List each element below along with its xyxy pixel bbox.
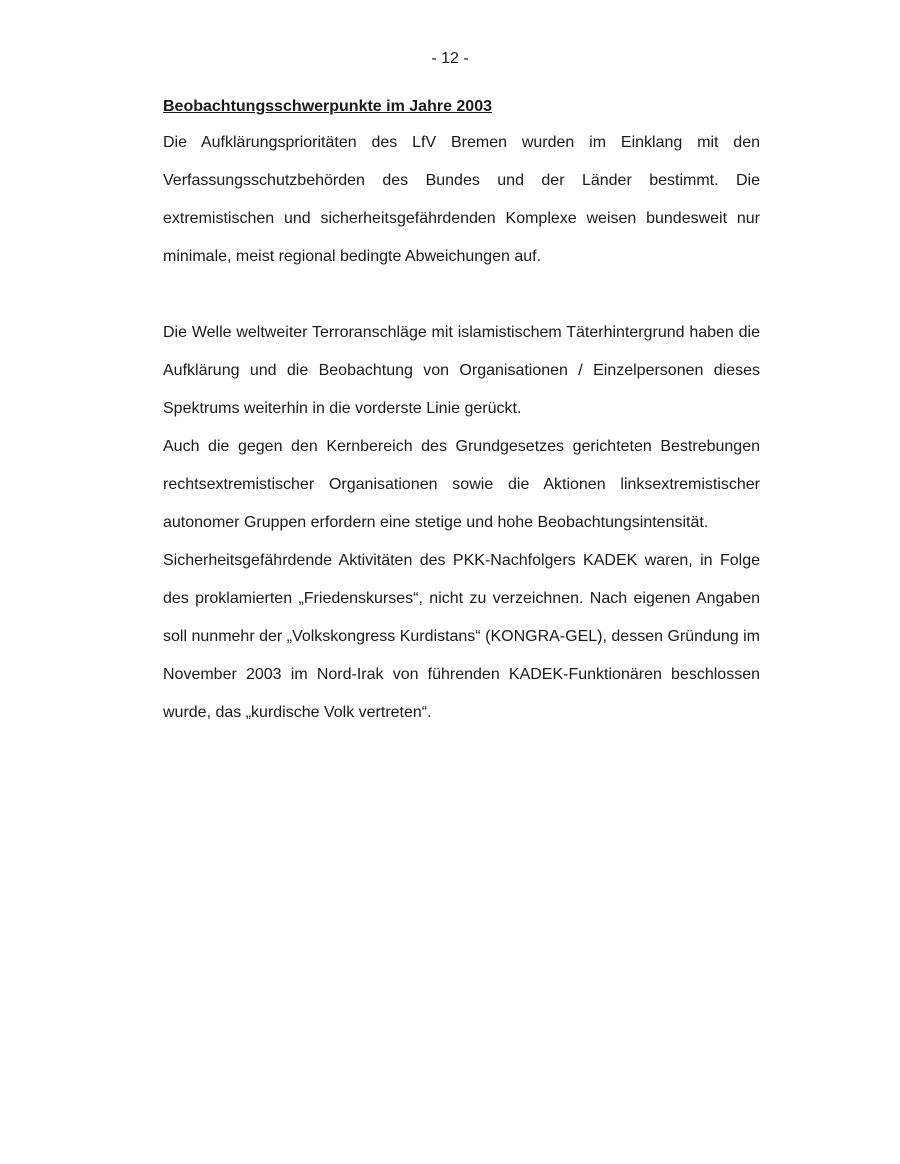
page-number: - 12 - xyxy=(431,50,469,67)
document-body xyxy=(163,96,760,732)
paragraph-kadek: Sicherheitsgefährdende Aktivitäten des PKK-Nachfolgers KADEK waren, in Folge des proklamierten „Friedenskurses“, nicht zu verzeichnen. Nach eigenen Angaben soll nunmehr der „Volkskongress Kurdistans“ (KONGRA-GEL), dessen Gründung im November 2003 im Nord-Irak von führenden KADEK-Funktionären beschlossen wurde, das „kurdische Volk vertreten“. xyxy=(163,552,760,721)
paragraph-extremism: Auch die gegen den Kernbereich des Grundgesetzes gerichteten Bestrebungen rechtsextremistischer Organisationen sowie die Aktionen linksextremistischer autonomer Gruppen erfordern eine stetige und hohe Beobachtungsintensität. xyxy=(163,438,760,531)
paragraph-islamism: Die Welle weltweiter Terroranschläge mit islamistischem Täterhintergrund haben die Aufklärung und die Beobachtung von Organisationen / Einzelpersonen dieses Spektrums weiterhin in die vorderste Linie gerückt. xyxy=(163,324,760,417)
paragraph-spacer xyxy=(163,276,760,314)
paragraph-priorities: Die Aufklärungsprioritäten des LfV Bremen wurden im Einklang mit den Verfassungsschutzbehörden des Bundes und der Länder bestimmt. Die extremistischen und sicherheitsgefährdenden Komplexe weisen bundesweit nur minimale, meist regional bedingte Abweichungen auf. xyxy=(163,134,760,265)
section-heading: Beobachtungsschwerpunkte im Jahre 2003 xyxy=(163,98,492,115)
